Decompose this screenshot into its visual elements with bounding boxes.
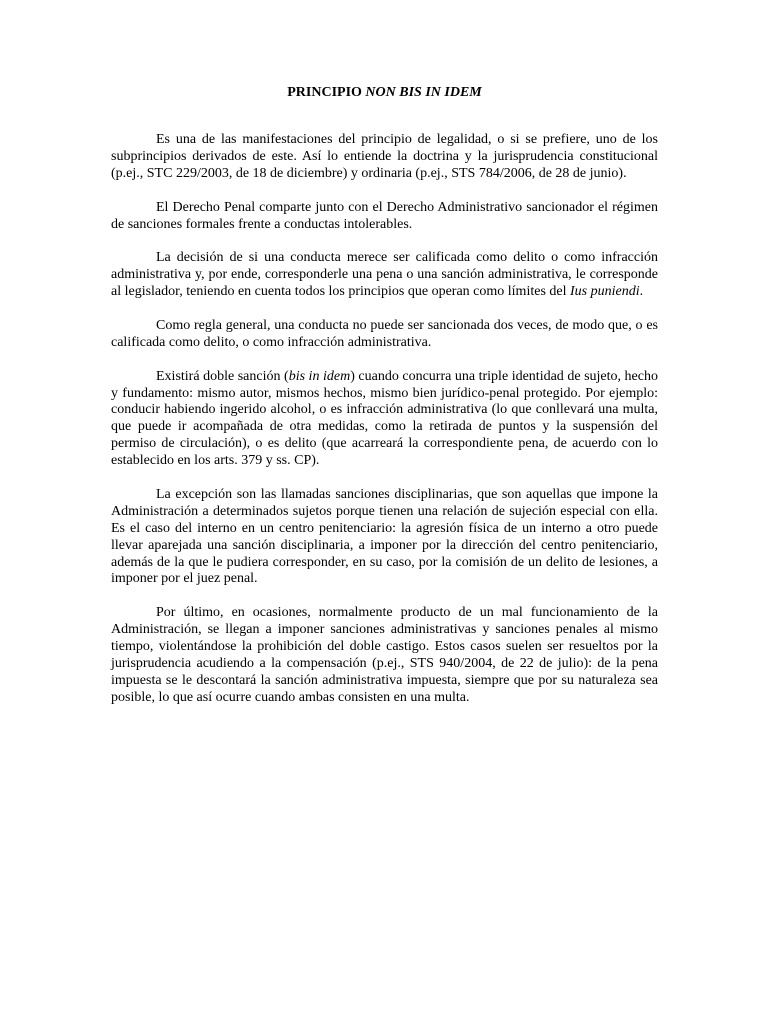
paragraph-1: Es una de las manifestaciones del principio de legalidad, o si se prefiere, uno de los subprincipios derivados de este. Así lo entiende la doctrina y la jurisprudencia constitucional (p.ej., STC 229/2003, de 18 de diciembre) y ordinaria (p.ej., STS 784/2006, de 28 de junio). [111,132,658,181]
paragraph-5-start: Existirá doble sanción ( [156,368,289,384]
paragraph-7: Por último, en ocasiones, normalmente producto de un mal funcionamiento de la Administración, se llegan a imponer sanciones administrativas y sanciones penales al mismo tiempo, violentándose la prohibición del doble castigo. Estos casos suelen ser resueltos por la jurisprudencia acudiendo a la compensación (p.ej., STS 940/2004, de 22 de julio): de la pena impuesta se le descontará la sanción administrativa impuesta, siempre que por su naturaleza sea posible, lo que así ocurre cuando ambas consisten en una multa. [111,605,658,705]
paragraph-5-italic: bis in idem [288,368,351,384]
paragraph-5 [111,369,658,470]
paragraph-3-text: La decisión de si una conducta merece ser calificada como delito o como infracción administrativa y, por ende, corresponderle una pena o una sanción administrativa, le corresponde al legislador, teniendo en cuenta todos los principios que operan como límites del [111,250,658,300]
paragraph-3 [111,250,658,301]
paragraph-3-end: . [639,284,644,300]
paragraph-2: El Derecho Penal comparte junto con el Derecho Administrativo sancionador el régimen de sanciones formales frente a conductas intolerables. [111,199,658,232]
document-page [111,82,658,724]
document-title [111,82,658,104]
paragraph-6: La excepción son las llamadas sanciones disciplinarias, que son aquellas que impone la Administración a determinados sujetos porque tienen una relación de sujeción especial con ella. Es el caso del interno en un centro penitenciario: la agresión física de un interno a otro puede llevar aparejada una sanción disciplinaria, a imponer por la dirección del centro penitenciario, además de la que le pudiera corresponder, en su caso, por la comisión de un delito de lesiones, a imponer por el juez penal. [111,486,658,587]
paragraph-5-text: ) cuando concurra una triple identidad de sujeto, hecho y fundamento: mismo autor, mismos hechos, mismo bien jurídico-penal protegido. Por ejemplo: conducir habiendo ingerido alcohol, o es infracción administrativa (lo que conllevará una multa, que puede ir acompañada de otra medidas, como la retirada de puntos y la suspensión del permiso de circulación), o es delito (que acarreará la correspondiente pena, de acuerdo con lo establecido en los arts. 379 y ss. CP). [111,368,658,469]
title-italic: NON BIS IN IDEM [365,85,482,100]
paragraph-3-italic: Ius puniendi [570,284,640,300]
title-plain: PRINCIPIO [287,85,366,100]
paragraph-4: Como regla general, una conducta no puede ser sancionada dos veces, de modo que, o es calificada como delito, o como infracción administrativa. [111,317,658,350]
